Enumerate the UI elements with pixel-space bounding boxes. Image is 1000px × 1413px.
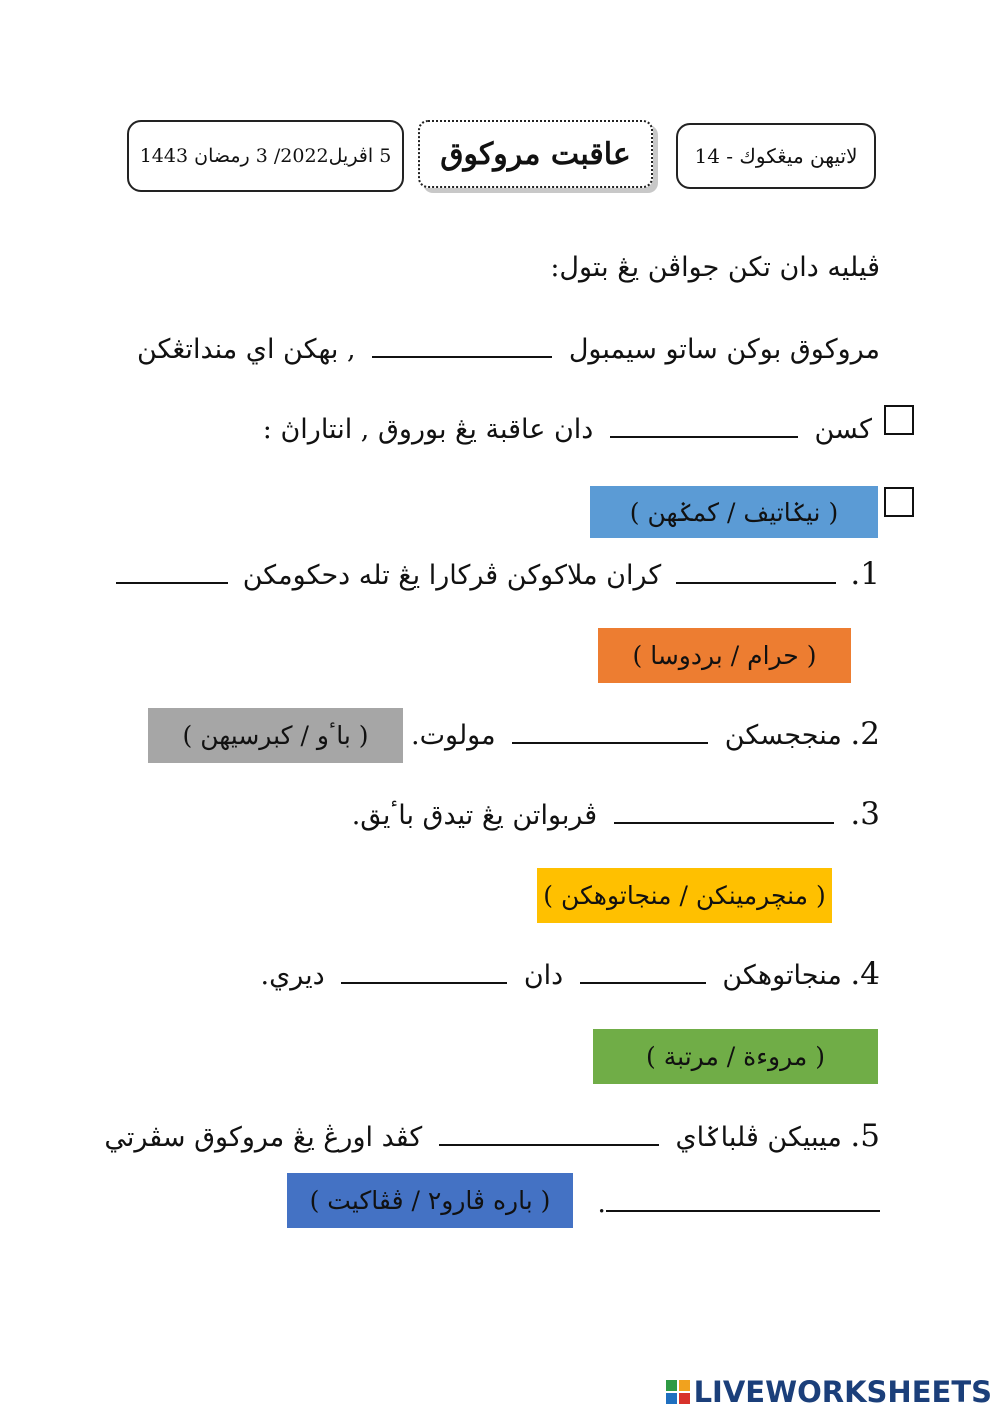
checkbox-1[interactable] [884, 405, 914, 435]
question-number: 2. [850, 716, 880, 752]
question-text: ڤربواتن يڠ تيدق باٴيق. [351, 800, 598, 831]
question-text: منججسكن [724, 720, 842, 751]
blank-q5-a[interactable] [439, 1122, 659, 1146]
date-text: 5 اڤريل2022/ 3 رمضان 1443 [139, 145, 392, 167]
date-box [127, 120, 404, 192]
intro-line-1 [137, 334, 880, 365]
question-4 [260, 956, 880, 992]
instruction: ڤيليه دان تكن جواڤن يڠ بتول: [550, 252, 880, 283]
blank-q1-a[interactable] [676, 560, 836, 584]
q5-option-box[interactable]: ( باره ڤارو٢ / ڤڤاكيت ) [287, 1173, 573, 1228]
logo-mark-icon [666, 1380, 690, 1404]
blank-q2[interactable] [512, 720, 708, 744]
blank-q5-b[interactable] [606, 1188, 880, 1212]
question-5-continued: . [597, 1188, 880, 1219]
question-text: ميبيكن ڤلباݢاي [675, 1122, 842, 1153]
q2-option-box[interactable]: ( باٴو / كبرسيهن ) [148, 708, 403, 763]
blank-q4-b[interactable] [341, 960, 507, 984]
question-text-end: كڤد اورڠ يڠ مروكوق سڤرتي [104, 1122, 423, 1153]
liveworksheets-logo [666, 1375, 992, 1409]
question-text: كران ملاكوكن ڤركارا يڠ تله دحكومكن [242, 560, 662, 591]
intro-line-2 [263, 414, 872, 445]
question-number: 3. [850, 796, 880, 832]
checkbox-2[interactable] [884, 487, 914, 517]
intro-line1-right: مروكوق بوكن ساتو سيمبول [568, 334, 880, 365]
intro-line1-left: , بهكن اي منداتڠكن [136, 334, 356, 365]
intro-line2-left: دان عاقبة يڠ بوروق , انتاراڽ : [262, 414, 594, 445]
q1-option-box[interactable]: ( حرام / بردوسا ) [598, 628, 851, 683]
question-number: 1. [850, 556, 880, 592]
intro-line2-right: كسن [814, 414, 872, 445]
question-number: 5. [850, 1118, 880, 1154]
question-text-end: مولوت. [411, 720, 496, 751]
question-5 [104, 1118, 880, 1154]
blank-q4-a[interactable] [580, 960, 706, 984]
question-1 [110, 556, 880, 592]
blank-q3[interactable] [614, 800, 834, 824]
blank-intro-2[interactable] [610, 414, 798, 438]
title-box [418, 120, 653, 188]
class-label: لاتيهن ميڠكوك - 14 [694, 144, 858, 168]
question-text-end: ديري. [260, 960, 325, 991]
q4-option-box[interactable]: ( مروءة / مرتبة ) [593, 1029, 878, 1084]
page-title: عاقبت مروكوق [440, 136, 631, 172]
intro-option-box[interactable]: ( نيݢاتيف / كمݢهن ) [590, 486, 878, 538]
question-3 [352, 796, 880, 832]
question-2 [411, 716, 880, 752]
blank-intro-1[interactable] [372, 334, 552, 358]
class-label-box [676, 123, 876, 189]
question-number: 4. [850, 956, 880, 992]
question-text: منجاتوهكن [722, 960, 842, 991]
q3-option-box[interactable]: ( منچرمينكن / منجاتوهكن ) [537, 868, 832, 923]
question-text-mid: دان [523, 960, 564, 991]
logo-text: LIVEWORKSHEETS [693, 1375, 992, 1409]
blank-q1-b[interactable] [116, 560, 228, 584]
